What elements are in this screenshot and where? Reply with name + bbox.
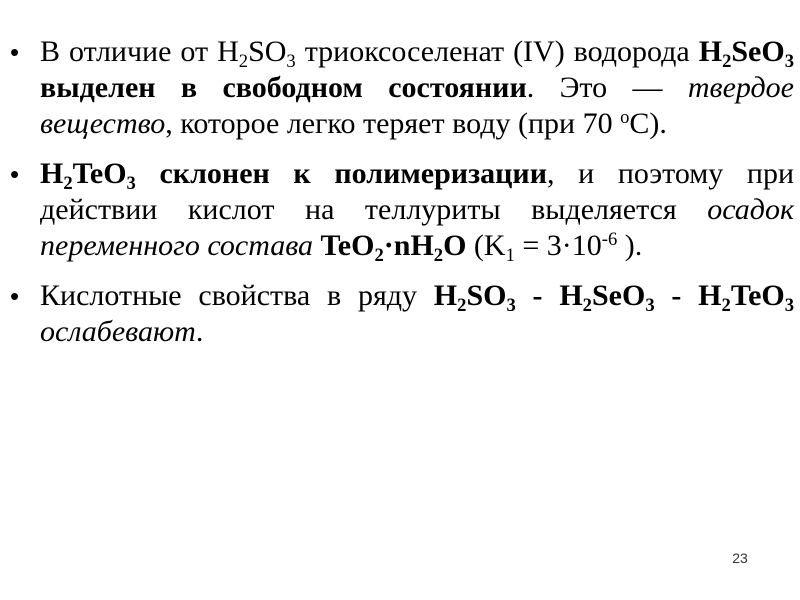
subscript: 3: [286, 50, 296, 72]
bullet-item-h2seo3: [8, 34, 794, 142]
subscript: 2: [63, 172, 73, 194]
text-run: С).: [629, 107, 667, 140]
text-run: SO: [466, 279, 507, 312]
text-run: H: [433, 279, 458, 312]
subscript: 2: [582, 294, 592, 316]
text-run: - H: [515, 279, 583, 312]
text-run: выделен в свободном состоянии: [40, 71, 527, 104]
text-run: = 3·10: [514, 229, 602, 262]
text-run: (K: [466, 229, 506, 262]
subscript: 3: [784, 294, 795, 316]
text-run: [313, 229, 321, 262]
bullet-marker: •: [10, 281, 20, 311]
subscript: 3: [645, 294, 655, 316]
text-run: SeO: [731, 35, 785, 68]
subscript: 2: [722, 50, 732, 72]
bullet-item-h2teo3: [8, 156, 794, 264]
formula-bold: [40, 157, 547, 194]
bullet-marker: •: [10, 159, 20, 189]
text-run: H: [698, 35, 723, 68]
text-run: TeO: [730, 279, 785, 312]
superscript: -6: [601, 228, 618, 250]
text-run: TeO: [72, 157, 127, 190]
formula-bold: [320, 229, 467, 266]
text-run: - H: [654, 279, 722, 312]
text-run: O: [443, 229, 467, 262]
italic-text: твердое вещество: [40, 71, 794, 140]
text-run: SO: [248, 35, 287, 68]
subscript: 2: [721, 294, 731, 316]
text-run: триоксоселенат (IV) водорода: [295, 35, 699, 68]
text-run: . Это —: [526, 71, 688, 104]
bullet-list: [8, 34, 794, 364]
text-run: SeO: [591, 279, 646, 312]
text-run: TeO: [320, 229, 375, 262]
superscript: о: [620, 106, 630, 128]
subscript: 2: [433, 244, 444, 266]
italic-text: ослабевают: [40, 315, 196, 348]
text-run: ·nH: [383, 229, 434, 262]
formula-bold: [433, 279, 795, 316]
italic-text: осадок переменного состава: [40, 193, 794, 262]
subscript: 2: [238, 50, 249, 72]
bullet-marker: •: [10, 37, 20, 67]
text-run: , и поэтому при действии кислот на теллуриты выделяется: [40, 157, 794, 226]
subscript: 3: [784, 50, 795, 72]
subscript: 1: [505, 244, 515, 266]
subscript: 3: [126, 172, 136, 194]
subscript: 3: [506, 294, 516, 316]
text-run: склонен к полимеризации: [135, 157, 547, 190]
text-run: , которое легко теряет воду (при 70: [165, 107, 621, 140]
text-run: H: [40, 157, 64, 190]
text-run: Кислотные свойства в ряду: [40, 279, 434, 312]
text-run: .: [195, 315, 204, 348]
subscript: 2: [457, 294, 467, 316]
subscript: 2: [374, 244, 384, 266]
bullet-item-acidity: [8, 278, 794, 350]
text-run: ).: [617, 229, 643, 262]
page-number: 23: [732, 550, 748, 566]
text-run: В отличие от H: [40, 35, 239, 68]
